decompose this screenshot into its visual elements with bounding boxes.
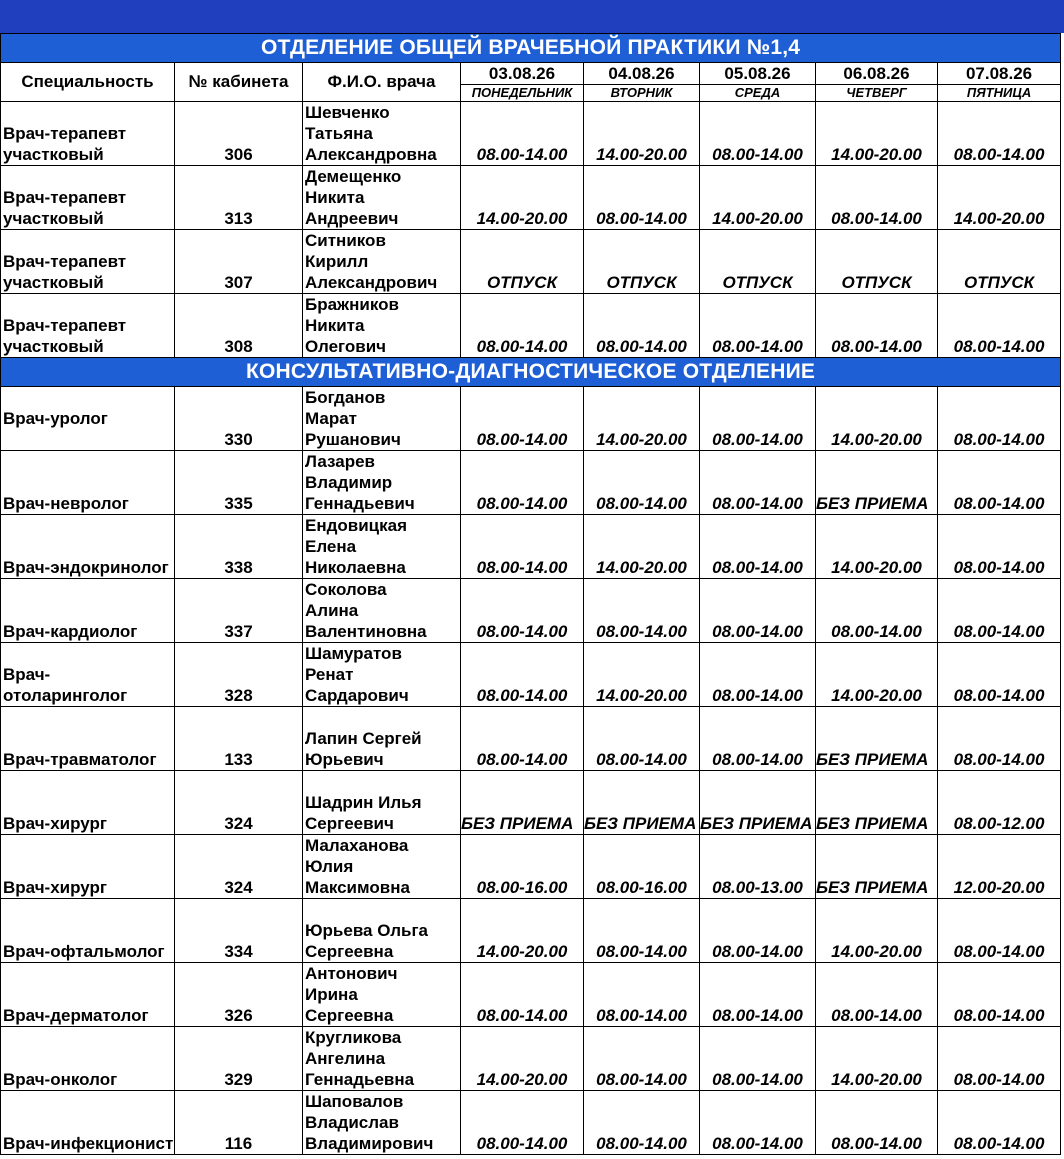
header-row bbox=[1, 63, 1061, 102]
schedule-slot: БЕЗ ПРИЕМА bbox=[816, 771, 938, 835]
header-specialty: Специальность bbox=[1, 63, 175, 102]
table-row bbox=[1, 643, 1061, 707]
schedule-slot: 08.00-14.00 bbox=[700, 451, 816, 515]
header-date: 07.08.26 bbox=[965, 63, 1033, 83]
cabinet-cell: 328 bbox=[175, 643, 303, 707]
specialty-cell: Врач-офтальмолог bbox=[1, 899, 175, 963]
doctor-name-line: Соколова bbox=[305, 580, 387, 599]
schedule-slot: 08.00-14.00 bbox=[700, 1027, 816, 1091]
header-date: 05.08.26 bbox=[724, 63, 791, 83]
specialty-cell: Врач-терапевт участковый bbox=[1, 166, 175, 230]
schedule-slot: 08.00-14.00 bbox=[461, 387, 584, 451]
doctor-name-line: Андреевич bbox=[305, 209, 399, 228]
table-row bbox=[1, 1027, 1061, 1091]
schedule-slot: 14.00-20.00 bbox=[816, 515, 938, 579]
schedule-slot: 08.00-14.00 bbox=[584, 294, 700, 358]
schedule-slot: 08.00-14.00 bbox=[584, 579, 700, 643]
doctor-name-line: Алина bbox=[305, 601, 359, 620]
schedule-slot: 14.00-20.00 bbox=[584, 102, 700, 166]
cabinet-cell: 133 bbox=[175, 707, 303, 771]
doctor-name-line: Геннадьевна bbox=[305, 1070, 415, 1089]
header-cabinet: № кабинета bbox=[175, 63, 303, 102]
doctor-name-line: Бражников bbox=[305, 295, 399, 314]
schedule-slot: 08.00-14.00 bbox=[938, 579, 1061, 643]
header-weekday: СРЕДА bbox=[700, 84, 815, 101]
schedule-slot: 08.00-14.00 bbox=[700, 899, 816, 963]
schedule-slot: 08.00-14.00 bbox=[461, 643, 584, 707]
schedule-slot: ОТПУСК bbox=[461, 230, 584, 294]
schedule-slot: 14.00-20.00 bbox=[461, 1027, 584, 1091]
doctor-name-cell bbox=[303, 387, 461, 451]
doctor-name-line: Демещенко bbox=[305, 167, 402, 186]
doctor-name-cell bbox=[303, 771, 461, 835]
doctor-name-line: Шадрин Илья bbox=[305, 793, 422, 812]
doctor-name-line: Александровна bbox=[305, 145, 437, 164]
schedule-slot: 08.00-14.00 bbox=[461, 579, 584, 643]
doctor-name-cell bbox=[303, 1091, 461, 1155]
doctor-name-line: Юрьевич bbox=[305, 750, 384, 769]
doctor-name-line: Татьяна bbox=[305, 124, 373, 143]
schedule-slot: 08.00-14.00 bbox=[700, 387, 816, 451]
doctor-name-line: Ренат bbox=[305, 665, 354, 684]
doctor-name-line: Лапин Сергей bbox=[305, 729, 422, 748]
specialty-cell: Врач-терапевт участковый bbox=[1, 102, 175, 166]
doctor-name-line: Владислав bbox=[305, 1113, 399, 1132]
doctor-name-line: Сергеевич bbox=[305, 814, 394, 833]
schedule-slot: ОТПУСК bbox=[816, 230, 938, 294]
schedule-slot: 08.00-14.00 bbox=[938, 643, 1061, 707]
doctor-name-line: Шамуратов bbox=[305, 644, 402, 663]
table-row bbox=[1, 515, 1061, 579]
cabinet-cell: 335 bbox=[175, 451, 303, 515]
schedule-slot: ОТПУСК bbox=[938, 230, 1061, 294]
header-date: 06.08.26 bbox=[843, 63, 910, 83]
table-row bbox=[1, 835, 1061, 899]
cabinet-cell: 334 bbox=[175, 899, 303, 963]
doctor-name-line: Лазарев bbox=[305, 452, 375, 471]
doctor-name-line: Ситников bbox=[305, 231, 386, 250]
doctor-name-line: Владимир bbox=[305, 473, 393, 492]
schedule-slot: 08.00-14.00 bbox=[584, 899, 700, 963]
header-doctor: Ф.И.О. врача bbox=[303, 63, 461, 102]
schedule-slot: 08.00-14.00 bbox=[938, 294, 1061, 358]
schedule-slot: 08.00-14.00 bbox=[700, 294, 816, 358]
schedule-slot: 08.00-14.00 bbox=[700, 963, 816, 1027]
schedule-slot: 08.00-14.00 bbox=[584, 166, 700, 230]
specialty-cell: Врач-невролог bbox=[1, 451, 175, 515]
schedule-slot: 08.00-14.00 bbox=[938, 102, 1061, 166]
schedule-slot: 08.00-14.00 bbox=[461, 963, 584, 1027]
doctor-name-cell bbox=[303, 1027, 461, 1091]
cabinet-cell: 307 bbox=[175, 230, 303, 294]
specialty-cell: Врач-дерматолог bbox=[1, 963, 175, 1027]
doctor-name-line: Шевченко bbox=[305, 103, 390, 122]
table-row bbox=[1, 294, 1061, 358]
doctor-name-line: Сергеевна bbox=[305, 942, 394, 961]
table-row bbox=[1, 707, 1061, 771]
doctor-name-line: Богданов bbox=[305, 388, 386, 407]
doctor-name-line: Рушанович bbox=[305, 430, 401, 449]
header-day bbox=[816, 63, 938, 102]
schedule-slot: 08.00-14.00 bbox=[461, 515, 584, 579]
cabinet-cell: 338 bbox=[175, 515, 303, 579]
schedule-slot: ОТПУСК bbox=[700, 230, 816, 294]
doctor-name-line: Шаповалов bbox=[305, 1092, 404, 1111]
section-consultative-title: КОНСУЛЬТАТИВНО-ДИАГНОСТИЧЕСКОЕ ОТДЕЛЕНИЕ bbox=[1, 358, 1061, 387]
doctor-name-line: Сергеевна bbox=[305, 1006, 394, 1025]
schedule-slot: 14.00-20.00 bbox=[584, 387, 700, 451]
doctor-name-line: Ирина bbox=[305, 985, 358, 1004]
schedule-slot: 08.00-14.00 bbox=[938, 515, 1061, 579]
cabinet-cell: 330 bbox=[175, 387, 303, 451]
schedule-slot: 08.00-12.00 bbox=[938, 771, 1061, 835]
doctor-name-line: Марат bbox=[305, 409, 357, 428]
doctor-name-cell bbox=[303, 230, 461, 294]
cabinet-cell: 313 bbox=[175, 166, 303, 230]
schedule-slot: 08.00-14.00 bbox=[938, 1027, 1061, 1091]
schedule-slot: 08.00-14.00 bbox=[584, 707, 700, 771]
table-row bbox=[1, 1091, 1061, 1155]
schedule-slot: 08.00-14.00 bbox=[938, 963, 1061, 1027]
top-blue-bar bbox=[0, 0, 1064, 33]
schedule-slot: БЕЗ ПРИЕМА bbox=[584, 771, 700, 835]
cabinet-cell: 326 bbox=[175, 963, 303, 1027]
doctor-name-cell bbox=[303, 579, 461, 643]
section-consultative bbox=[1, 358, 1061, 387]
specialty-cell: Врач-хирург bbox=[1, 835, 175, 899]
schedule-slot: 08.00-14.00 bbox=[700, 515, 816, 579]
doctor-name-line: Ангелина bbox=[305, 1049, 386, 1068]
doctor-name-line: Юрьева Ольга bbox=[305, 921, 429, 940]
schedule-slot: 08.00-14.00 bbox=[816, 294, 938, 358]
schedule-slot: 08.00-13.00 bbox=[700, 835, 816, 899]
header-day bbox=[584, 63, 700, 102]
schedule-table bbox=[0, 33, 1061, 1155]
table-row bbox=[1, 771, 1061, 835]
doctor-name-line: Никита bbox=[305, 188, 365, 207]
section-general-practice bbox=[1, 34, 1061, 63]
doctor-name-line: Олегович bbox=[305, 337, 387, 356]
specialty-cell: Врач-эндокринолог bbox=[1, 515, 175, 579]
specialty-cell: Врач-онколог bbox=[1, 1027, 175, 1091]
schedule-slot: 08.00-14.00 bbox=[938, 1091, 1061, 1155]
doctor-name-line: Юлия bbox=[305, 857, 354, 876]
header-day bbox=[938, 63, 1061, 102]
doctor-name-cell bbox=[303, 102, 461, 166]
table-row bbox=[1, 963, 1061, 1027]
schedule-slot: БЕЗ ПРИЕМА bbox=[700, 771, 816, 835]
doctor-name-line: Малаханова bbox=[305, 836, 409, 855]
specialty-cell: Врач-отоларинголог bbox=[1, 643, 175, 707]
schedule-slot: 14.00-20.00 bbox=[461, 166, 584, 230]
specialty-cell: Врач-терапевт участковый bbox=[1, 230, 175, 294]
doctor-name-line: Кирилл bbox=[305, 252, 369, 271]
header-weekday: ПЯТНИЦА bbox=[938, 84, 1060, 101]
table-row bbox=[1, 102, 1061, 166]
doctor-name-line: Никита bbox=[305, 316, 365, 335]
cabinet-cell: 306 bbox=[175, 102, 303, 166]
doctor-name-cell bbox=[303, 835, 461, 899]
header-weekday: ПОНЕДЕЛЬНИК bbox=[461, 84, 583, 101]
header-weekday: ВТОРНИК bbox=[584, 84, 699, 101]
schedule-slot: 14.00-20.00 bbox=[700, 166, 816, 230]
schedule-slot: 08.00-14.00 bbox=[938, 387, 1061, 451]
schedule-slot: 08.00-14.00 bbox=[700, 707, 816, 771]
schedule-slot: 14.00-20.00 bbox=[584, 515, 700, 579]
schedule-slot: 08.00-14.00 bbox=[461, 102, 584, 166]
schedule-slot: 08.00-14.00 bbox=[461, 451, 584, 515]
doctor-name-line: Антонович bbox=[305, 964, 398, 983]
schedule-slot: 14.00-20.00 bbox=[816, 102, 938, 166]
schedule-slot: ОТПУСК bbox=[584, 230, 700, 294]
schedule-slot: 08.00-14.00 bbox=[584, 451, 700, 515]
specialty-cell: Врач-кардиолог bbox=[1, 579, 175, 643]
header-date: 03.08.26 bbox=[488, 63, 556, 83]
doctor-name-line: Владимирович bbox=[305, 1134, 434, 1153]
schedule-slot: 08.00-14.00 bbox=[938, 899, 1061, 963]
schedule-slot: 08.00-14.00 bbox=[700, 102, 816, 166]
schedule-slot: 08.00-14.00 bbox=[700, 643, 816, 707]
doctor-name-line: Ендовицкая bbox=[305, 516, 408, 535]
schedule-slot: 08.00-14.00 bbox=[816, 1091, 938, 1155]
table-row bbox=[1, 899, 1061, 963]
schedule-slot: 12.00-20.00 bbox=[938, 835, 1061, 899]
schedule-slot: 08.00-14.00 bbox=[584, 1027, 700, 1091]
cabinet-cell: 324 bbox=[175, 835, 303, 899]
doctor-name-cell bbox=[303, 451, 461, 515]
table-row bbox=[1, 387, 1061, 451]
doctor-name-line: Максимовна bbox=[305, 878, 410, 897]
schedule-slot: 08.00-14.00 bbox=[584, 1091, 700, 1155]
schedule-slot: 14.00-20.00 bbox=[816, 1027, 938, 1091]
doctor-name-line: Сардарович bbox=[305, 686, 409, 705]
schedule-slot: БЕЗ ПРИЕМА bbox=[816, 835, 938, 899]
doctor-name-cell bbox=[303, 166, 461, 230]
doctor-name-line: Александрович bbox=[305, 273, 438, 292]
schedule-slot: БЕЗ ПРИЕМА bbox=[816, 451, 938, 515]
cabinet-cell: 329 bbox=[175, 1027, 303, 1091]
schedule-slot: БЕЗ ПРИЕМА bbox=[816, 707, 938, 771]
doctor-name-line: Елена bbox=[305, 537, 357, 556]
schedule-slot: 08.00-16.00 bbox=[584, 835, 700, 899]
doctor-name-cell bbox=[303, 294, 461, 358]
schedule-slot: 08.00-14.00 bbox=[816, 166, 938, 230]
schedule-slot: 14.00-20.00 bbox=[461, 899, 584, 963]
schedule-slot: 08.00-14.00 bbox=[461, 707, 584, 771]
schedule-slot: 08.00-14.00 bbox=[816, 963, 938, 1027]
header-day bbox=[700, 63, 816, 102]
schedule-slot: 14.00-20.00 bbox=[816, 899, 938, 963]
schedule-slot: 08.00-14.00 bbox=[700, 579, 816, 643]
doctor-name-cell bbox=[303, 707, 461, 771]
schedule-body bbox=[1, 34, 1061, 1155]
header-date: 04.08.26 bbox=[608, 63, 675, 83]
doctor-name-line: Геннадьевич bbox=[305, 494, 415, 513]
schedule-slot: 14.00-20.00 bbox=[584, 643, 700, 707]
table-row bbox=[1, 166, 1061, 230]
schedule-slot: 14.00-20.00 bbox=[938, 166, 1061, 230]
header-day bbox=[461, 63, 584, 102]
table-row bbox=[1, 230, 1061, 294]
section-general-practice-title: ОТДЕЛЕНИЕ ОБЩЕЙ ВРАЧЕБНОЙ ПРАКТИКИ №1,4 bbox=[1, 34, 1061, 63]
cabinet-cell: 116 bbox=[175, 1091, 303, 1155]
specialty-cell: Врач-травматолог bbox=[1, 707, 175, 771]
doctor-name-line: Николаевна bbox=[305, 558, 406, 577]
schedule-slot: 08.00-14.00 bbox=[938, 451, 1061, 515]
schedule-slot: БЕЗ ПРИЕМА bbox=[461, 771, 584, 835]
schedule-slot: 08.00-14.00 bbox=[700, 1091, 816, 1155]
specialty-cell: Врач-терапевт участковый bbox=[1, 294, 175, 358]
specialty-cell: Врач-инфекционист bbox=[1, 1091, 175, 1155]
table-row bbox=[1, 451, 1061, 515]
schedule-slot: 08.00-14.00 bbox=[816, 579, 938, 643]
specialty-cell: Врач-хирург bbox=[1, 771, 175, 835]
schedule-slot: 08.00-14.00 bbox=[584, 963, 700, 1027]
schedule-slot: 08.00-14.00 bbox=[461, 294, 584, 358]
doctor-name-line: Валентиновна bbox=[305, 622, 427, 641]
doctor-name-cell bbox=[303, 515, 461, 579]
header-weekday: ЧЕТВЕРГ bbox=[816, 84, 937, 101]
cabinet-cell: 308 bbox=[175, 294, 303, 358]
schedule-slot: 08.00-16.00 bbox=[461, 835, 584, 899]
specialty-cell: Врач-уролог bbox=[1, 387, 175, 451]
doctor-name-cell bbox=[303, 963, 461, 1027]
schedule-slot: 14.00-20.00 bbox=[816, 387, 938, 451]
cabinet-cell: 337 bbox=[175, 579, 303, 643]
schedule-slot: 08.00-14.00 bbox=[938, 707, 1061, 771]
doctor-name-line: Кругликова bbox=[305, 1028, 402, 1047]
schedule-slot: 08.00-14.00 bbox=[461, 1091, 584, 1155]
cabinet-cell: 324 bbox=[175, 771, 303, 835]
doctor-name-cell bbox=[303, 899, 461, 963]
table-row bbox=[1, 579, 1061, 643]
doctor-name-cell bbox=[303, 643, 461, 707]
schedule-slot: 14.00-20.00 bbox=[816, 643, 938, 707]
